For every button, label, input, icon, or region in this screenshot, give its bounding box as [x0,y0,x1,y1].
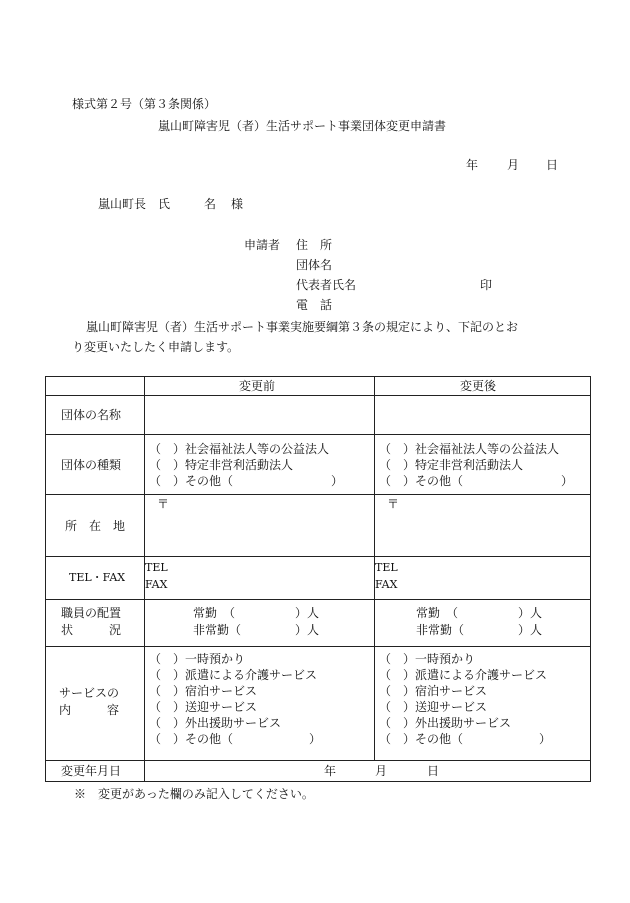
org-name-before-field[interactable] [145,396,374,434]
row-label-org-type: 団体の種類 [61,458,122,472]
service-after-transport[interactable]: （ ）送迎サービス [379,700,488,714]
change-date-month: 月 [375,764,388,778]
row-label-staff-2: 状 況 [61,623,122,637]
staff-before-fulltime[interactable]: 常勤 （ [193,606,236,620]
service-after-overnight[interactable]: （ ）宿泊サービス [379,684,488,698]
tel-before-label: TEL [145,561,168,574]
service-before-respite[interactable]: （ ）一時預かり [149,652,246,666]
fax-after-label: FAX [375,578,398,591]
staff-after-parttime[interactable]: 非常勤（ [416,623,465,637]
service-after-dispatch-care[interactable]: （ ）派遣による介護サービス [379,668,548,682]
applicant-phone-label: 電 話 [296,298,333,312]
applicant-org-label: 団体名 [296,258,333,272]
row-label-change-date: 変更年月日 [61,764,122,778]
org-name-after-field[interactable] [375,396,590,434]
date-day: 日 [546,158,559,172]
service-before-dispatch-care[interactable]: （ ）派遣による介護サービス [149,668,318,682]
postal-mark-after: 〒 [387,497,400,511]
staff-before-parttime[interactable]: 非常勤（ [193,623,242,637]
staff-after-fulltime-unit: ）人 [518,606,543,620]
applicant-rep-label: 代表者氏名 [296,278,357,292]
body-text-line1: 嵐山町障害児（者）生活サポート事業実施要綱第３条の規定により、下記のとお [86,320,519,334]
date-year: 年 [466,158,479,172]
service-before-outing-support[interactable]: （ ）外出援助サービス [149,716,282,730]
row-label-location: 所 在 地 [65,519,126,533]
type-after-option-other[interactable]: （ ）その他（ [379,474,464,488]
addressee-name: 嵐山町長 氏 [98,197,171,211]
body-text-line2: り変更いたしたく申請します。 [72,340,240,354]
service-before-other-close: ） [309,732,322,746]
staff-after-fulltime[interactable]: 常勤 （ [416,606,459,620]
footnote: ※ 変更があった欄のみ記入してください。 [74,787,314,801]
postal-mark-before: 〒 [157,497,170,511]
row-label-telfax: TEL・FAX [69,571,126,584]
applicant-label: 申請者 [244,238,281,252]
type-before-option-other[interactable]: （ ）その他（ [149,474,234,488]
addressee-name2: 名 [204,197,217,211]
staff-before-fulltime-unit: ）人 [295,606,320,620]
tel-after-label: TEL [375,561,398,574]
service-after-respite[interactable]: （ ）一時預かり [379,652,476,666]
header-after: 変更後 [460,379,497,393]
service-after-outing-support[interactable]: （ ）外出援助サービス [379,716,512,730]
staff-before-parttime-unit: ）人 [295,623,320,637]
change-date-year: 年 [324,764,337,778]
seal-mark: 印 [480,278,493,292]
service-after-other-close: ） [539,732,552,746]
service-before-overnight[interactable]: （ ）宿泊サービス [149,684,258,698]
row-label-org-name: 団体の名称 [61,408,122,422]
type-before-option-npo[interactable]: （ ）特定非営利活動法人 [149,458,294,472]
staff-after-parttime-unit: ）人 [518,623,543,637]
addressee-honorific: 様 [231,197,244,211]
row-label-service-2: 内 容 [59,703,120,717]
type-after-option-npo[interactable]: （ ）特定非営利活動法人 [379,458,524,472]
type-after-option-public[interactable]: （ ）社会福祉法人等の公益法人 [379,442,560,456]
type-before-option-public[interactable]: （ ）社会福祉法人等の公益法人 [149,442,330,456]
type-before-other-close: ） [331,474,344,488]
date-month: 月 [507,158,520,172]
service-before-transport[interactable]: （ ）送迎サービス [149,700,258,714]
row-label-staff-1: 職員の配置 [61,606,122,620]
service-before-other[interactable]: （ ）その他（ [149,732,234,746]
form-title: 嵐山町障害児（者）生活サポート事業団体変更申請書 [158,119,447,133]
service-after-other[interactable]: （ ）その他（ [379,732,464,746]
fax-before-label: FAX [145,578,168,591]
change-date-day: 日 [427,764,440,778]
form-number: 様式第２号（第３条関係） [72,97,217,111]
row-label-service-1: サービスの [59,686,120,700]
type-after-other-close: ） [561,474,574,488]
applicant-address-label: 住 所 [296,238,333,252]
header-before: 変更前 [239,379,276,393]
change-table [45,376,591,782]
